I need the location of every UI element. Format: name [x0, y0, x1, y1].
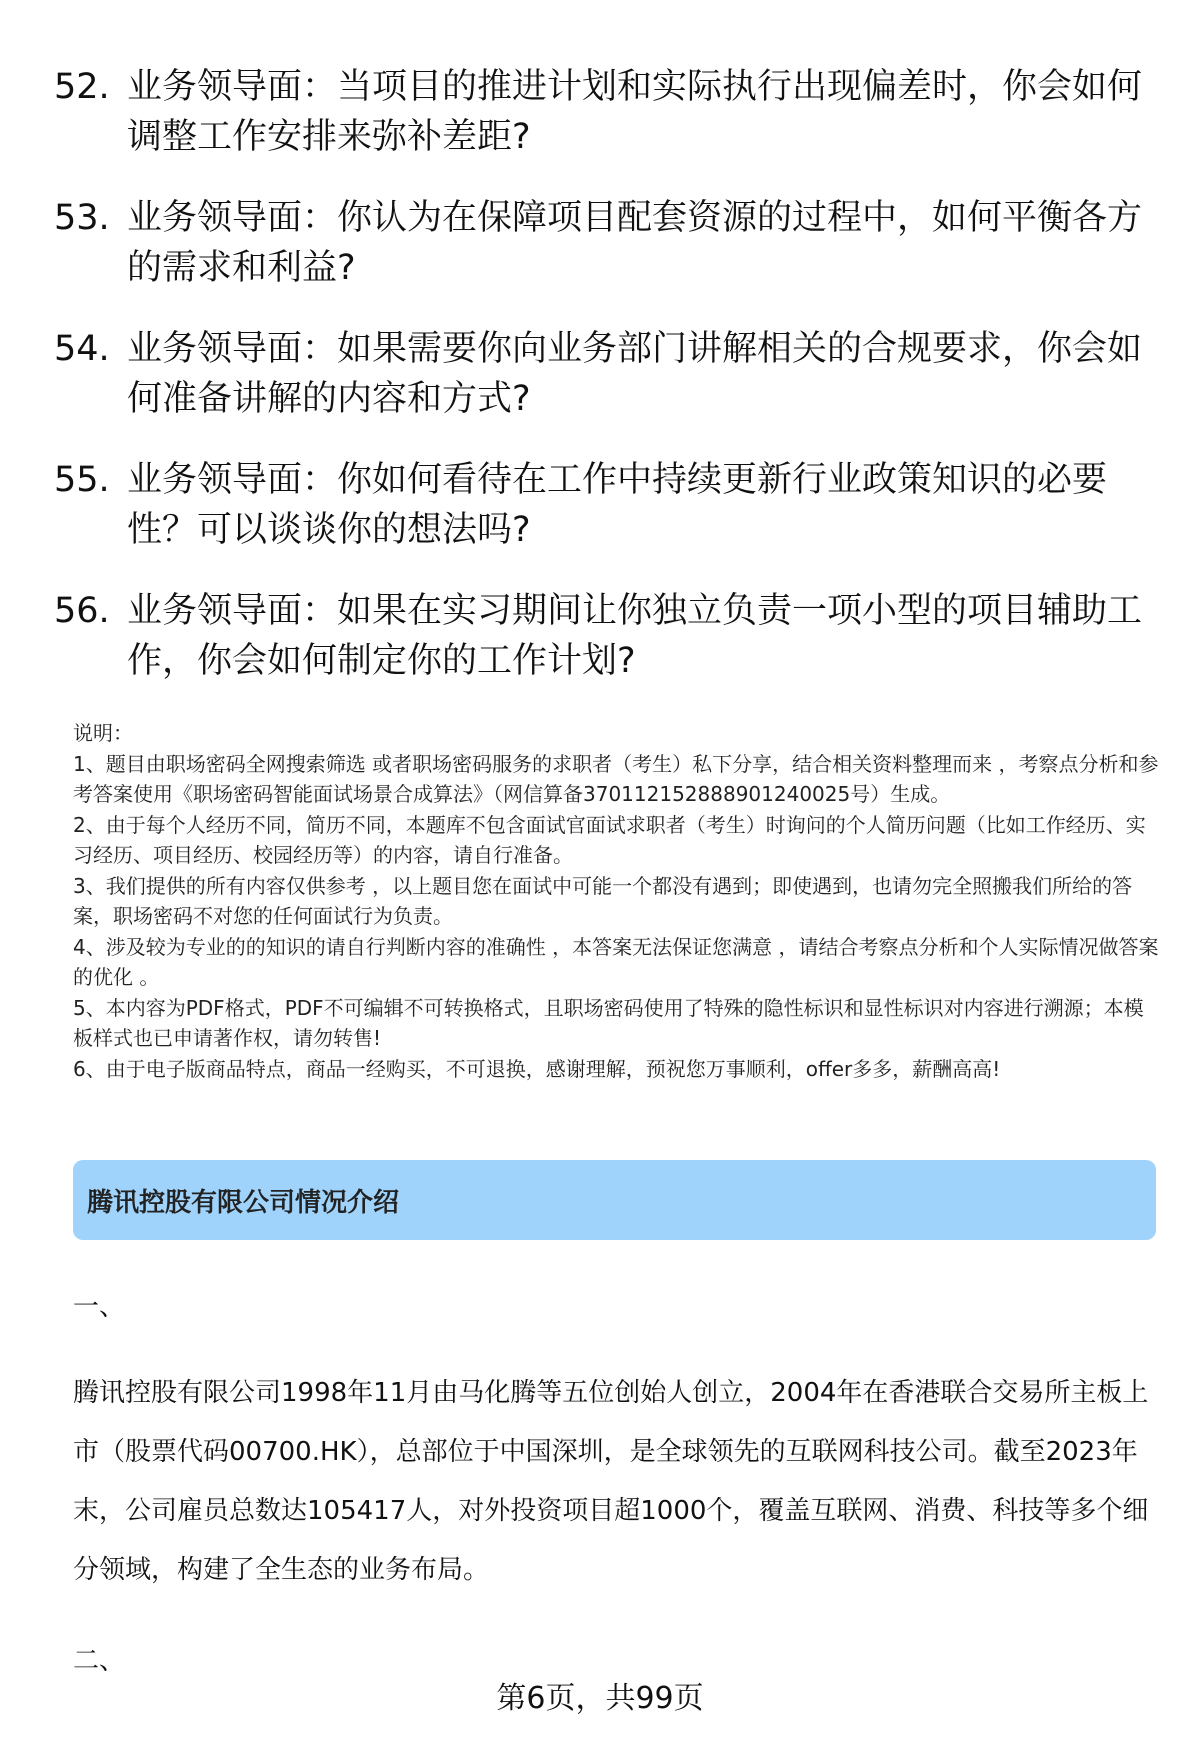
question-number: 54. [54, 329, 110, 369]
note-item: 4、涉及较为专业的的知识的请自行判断内容的准确性 ，本答案无法保证您满意 ，请结合考察点分析和个人实际情况做答案的优化 。 [73, 934, 1159, 989]
note-item: 5、本内容为PDF格式，PDF不可编辑不可转换格式，且职场密码使用了特殊的隐性标识和显性标识对内容进行溯源；本模板样式也已申请著作权，请勿转售! [73, 995, 1144, 1050]
page-number: 第6页，共99页 [496, 1681, 704, 1716]
section-title: 腾讯控股有限公司情况介绍 [87, 1188, 400, 1218]
question-text: 业务领导面：你如何看待在工作中持续更新行业政策知识的必要性？可以谈谈你的想法吗? [127, 460, 1108, 550]
heading-two: 二、 [73, 1646, 126, 1676]
note-item: 3、我们提供的所有内容仅供参考 ，以上题目您在面试中可能一个都没有遇到；即使遇到，也请勿完全照搬我们所给的答案，职场密码不对您的任何面试行为负责。 [73, 873, 1133, 928]
notes-title: 说明： [73, 721, 133, 745]
question-number: 56. [54, 591, 110, 631]
company-paragraph: 腾讯控股有限公司1998年11月由马化腾等五位创始人创立，2004年在香港联合交易所主板上市（股票代码00700.HK），总部位于中国深圳，是全球领先的互联网科技公司。截至2023年末，公司雇员总数达105417人，对外投资项目超1000个，覆盖互联网、消费、科技等多个细分领域，构建了全生态的业务布局。 [73, 1378, 1149, 1585]
note-item: 1、题目由职场密码全网搜索筛选 或者职场密码服务的求职者（考生）私下分享，结合相关资料整理而来 ，考察点分析和参考答案使用《职场密码智能面试场景合成算法》（网信算备370112152888901240025号）生成。 [73, 751, 1159, 806]
note-item: 6、由于电子版商品特点，商品一经购买，不可退换，感谢理解，预祝您万事顺利，offer多多，薪酬高高! [73, 1056, 1001, 1081]
question-number: 52. [54, 67, 110, 107]
question-text: 业务领导面：你认为在保障项目配套资源的过程中，如何平衡各方的需求和利益? [127, 198, 1143, 288]
question-text: 业务领导面：如果在实习期间让你独立负责一项小型的项目辅助工作，你会如何制定你的工作计划? [127, 591, 1143, 681]
heading-one: 一、 [73, 1292, 126, 1322]
question-number: 53. [54, 198, 110, 238]
question-text: 业务领导面：当项目的推进计划和实际执行出现偏差时，你会如何调整工作安排来弥补差距? [127, 67, 1143, 157]
question-text: 业务领导面：如果需要你向业务部门讲解相关的合规要求，你会如何准备讲解的内容和方式? [127, 329, 1143, 419]
question-number: 55. [54, 460, 110, 500]
notes-section [73, 718, 1163, 1084]
note-item: 2、由于每个人经历不同，简历不同，本题库不包含面试官面试求职者（考生）时询问的个人简历问题（比如工作经历、实习经历、项目经历、校园经历等）的内容，请自行准备。 [73, 812, 1146, 867]
section-header [73, 1160, 1156, 1240]
